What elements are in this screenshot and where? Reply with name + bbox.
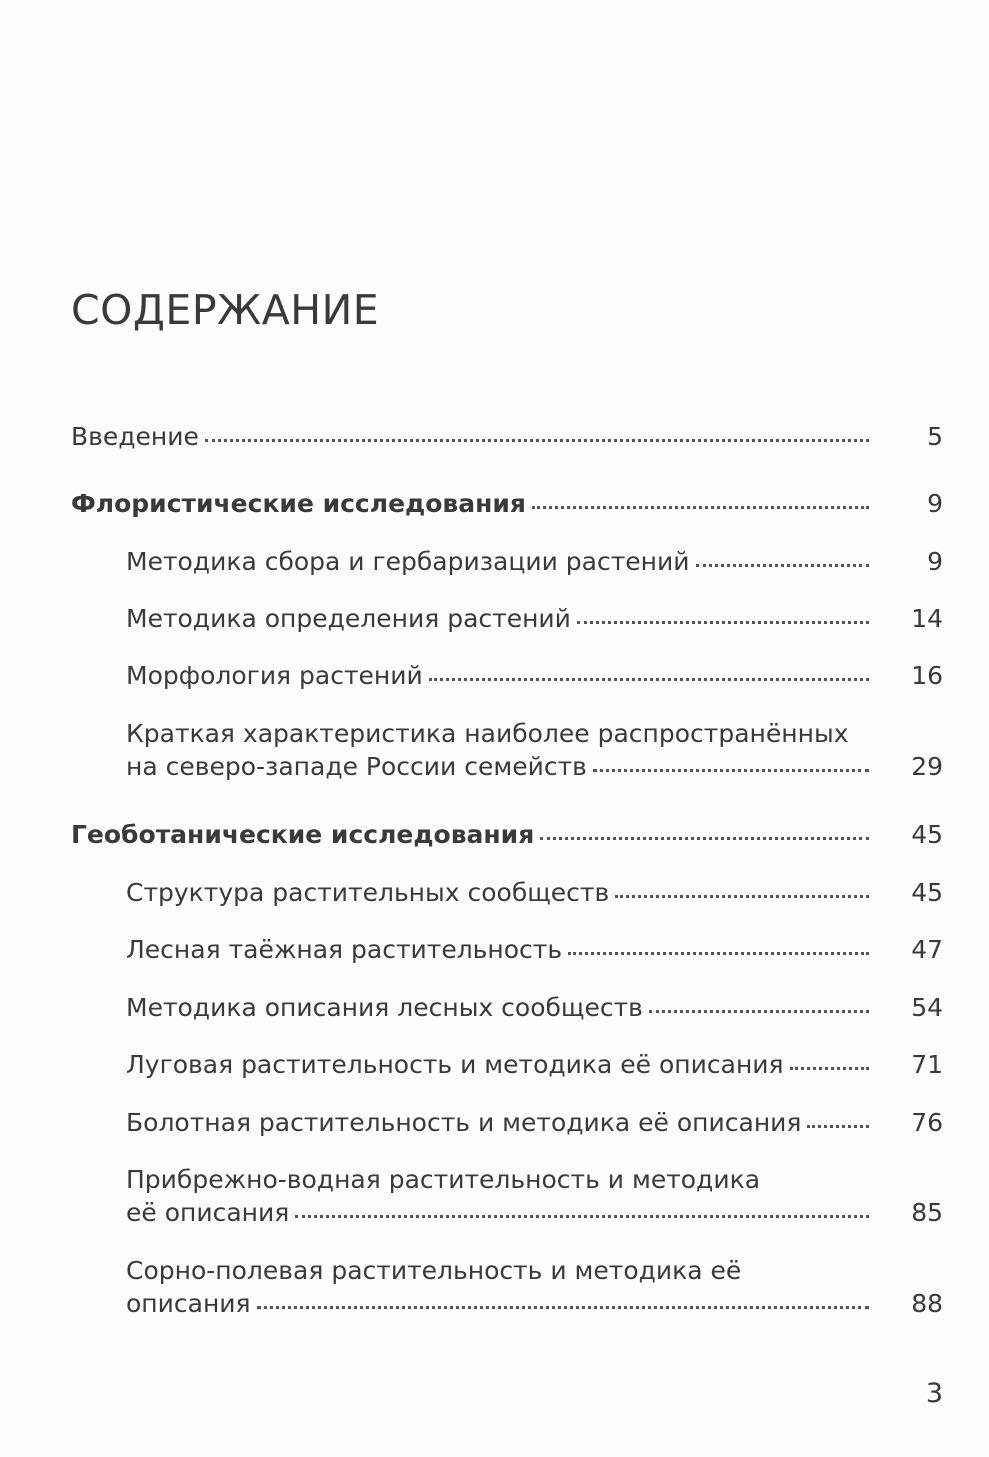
toc-entry-title: Геоботанические исследования xyxy=(71,820,535,849)
toc-entry-title: Структура растительных сообществ xyxy=(126,878,610,907)
toc-page-number: 45 xyxy=(911,820,943,849)
dot-leader xyxy=(429,678,869,681)
toc-entry-title: Введение xyxy=(71,422,199,451)
page-folio-number: 3 xyxy=(925,1378,943,1409)
toc-entry-title-line1: Сорно-полевая растительность и методика её xyxy=(126,1256,742,1285)
dot-leader xyxy=(532,506,869,509)
toc-entry[interactable] xyxy=(126,991,869,1024)
toc-entry[interactable] xyxy=(126,717,869,783)
toc-entry[interactable] xyxy=(126,545,869,578)
dot-leader xyxy=(696,564,869,567)
toc-entry[interactable] xyxy=(126,1163,869,1229)
toc-entry-title: Луговая растительность и методика её описания xyxy=(126,1050,784,1079)
toc-section-heading[interactable] xyxy=(71,818,869,851)
toc-entry-title: Флористические исследования xyxy=(71,489,526,518)
dot-leader xyxy=(205,439,869,442)
toc-entry[interactable] xyxy=(126,602,869,635)
dot-leader xyxy=(568,952,869,955)
toc-page-number: 5 xyxy=(927,422,943,451)
toc-page-number: 29 xyxy=(911,752,943,781)
toc-page-number: 16 xyxy=(911,661,943,690)
toc-entry[interactable] xyxy=(126,1106,869,1139)
dot-leader xyxy=(649,1010,869,1013)
toc-entry-title-line1: Прибрежно-водная растительность и методика xyxy=(126,1165,761,1194)
toc-page-number: 88 xyxy=(911,1289,943,1318)
dot-leader xyxy=(295,1215,869,1218)
toc-entry-title-line2: на северо-западе России семейств xyxy=(126,752,587,781)
toc-entry-title: Методика сбора и гербаризации растений xyxy=(126,547,690,576)
toc-page-number: 9 xyxy=(927,489,943,518)
toc-entry-title-line2: её описания xyxy=(126,1198,290,1227)
dot-leader xyxy=(807,1125,869,1128)
toc-entry-title: Морфология растений xyxy=(126,661,423,690)
toc-page-number: 54 xyxy=(911,993,943,1022)
toc-entry[interactable] xyxy=(126,1048,869,1081)
dot-leader xyxy=(790,1067,869,1070)
dot-leader xyxy=(593,769,869,772)
toc-page-number: 9 xyxy=(927,547,943,576)
toc-page-number: 71 xyxy=(911,1050,943,1079)
toc-entry-title-line2: описания xyxy=(126,1289,251,1318)
toc-entry[interactable] xyxy=(126,659,869,692)
toc-entry-title: Методика описания лесных сообществ xyxy=(126,993,643,1022)
toc-entry-title-line1: Краткая характеристика наиболее распространённых xyxy=(126,719,849,748)
page-title: СОДЕРЖАНИЕ xyxy=(71,286,380,334)
toc-entry-title: Болотная растительность и методика её описания xyxy=(126,1108,802,1137)
dot-leader xyxy=(615,895,869,898)
toc-entry[interactable] xyxy=(71,420,869,453)
toc-entry[interactable] xyxy=(126,1254,869,1320)
toc-page-number: 76 xyxy=(911,1108,943,1137)
toc-entry-title: Лесная таёжная растительность xyxy=(126,935,563,964)
toc-page-number: 85 xyxy=(911,1198,943,1227)
dot-leader xyxy=(257,1306,869,1309)
dot-leader xyxy=(540,837,869,840)
toc-section-heading[interactable] xyxy=(71,487,869,520)
toc-page-number: 47 xyxy=(911,935,943,964)
toc-entry[interactable] xyxy=(126,933,869,966)
toc-entry[interactable] xyxy=(126,876,869,909)
toc-page-number: 14 xyxy=(911,604,943,633)
dot-leader xyxy=(577,621,869,624)
toc-entry-title: Методика определения растений xyxy=(126,604,571,633)
toc-page-number: 45 xyxy=(911,878,943,907)
